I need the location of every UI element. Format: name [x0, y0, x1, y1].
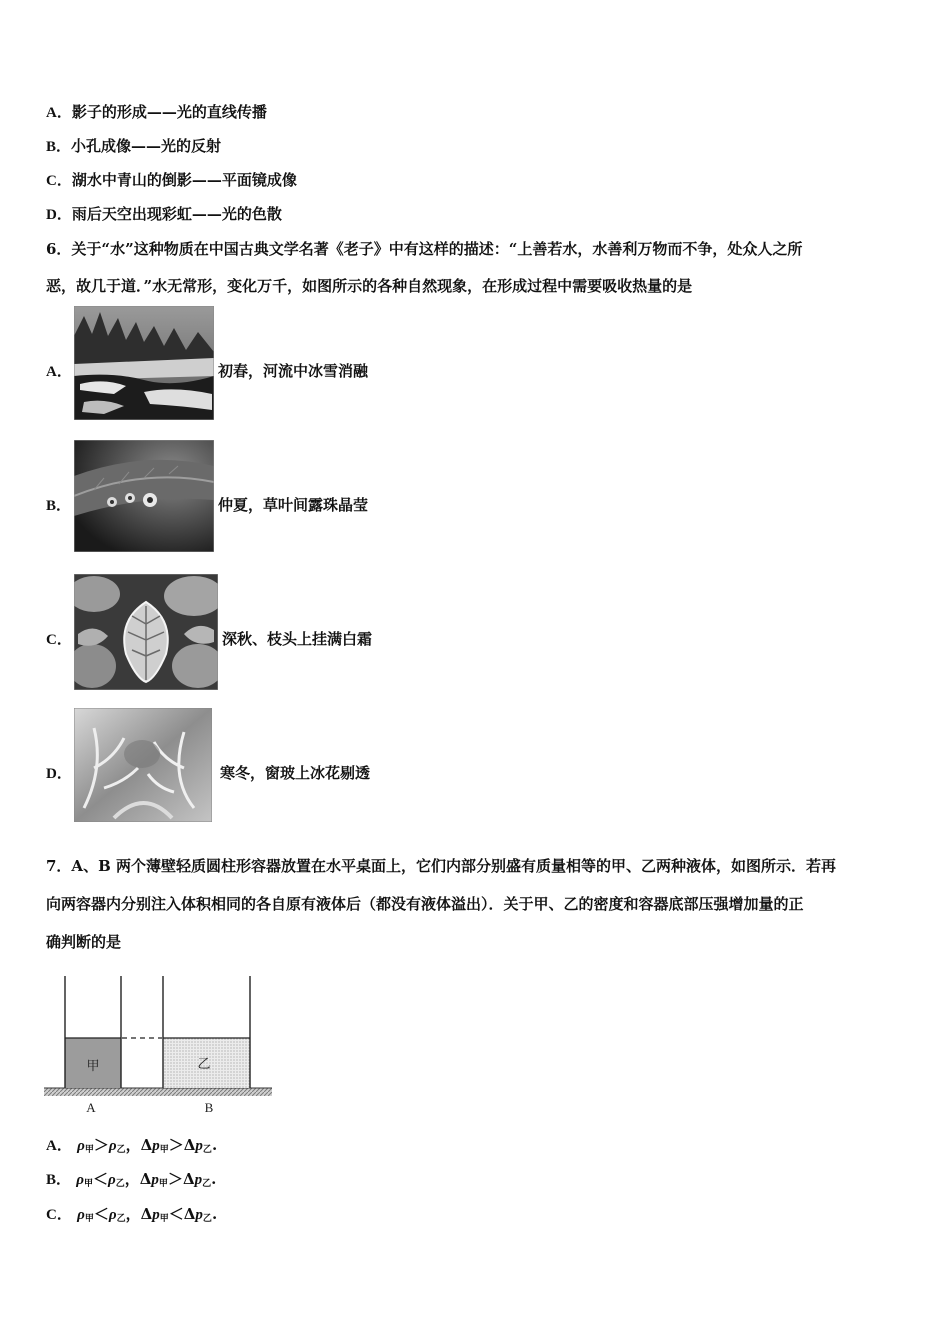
q7-stem-line2: 向两容器内分别注入体积相同的各自原有液体后（都没有液体溢出）．关于甲、乙的密度和容器底部压强增加量的正 [46, 895, 804, 913]
option-text: 仲夏，草叶间露珠晶莹 [218, 496, 369, 514]
container-b-label: B [204, 1100, 214, 1115]
q5-option-a: A．影子的形成——光的直线传播 [46, 103, 267, 121]
q5-option-c: C．湖水中青山的倒影——平面镜成像 [46, 171, 297, 189]
frost-leaf-photo [74, 574, 218, 690]
q7-stem-line1: 7．A、B 两个薄壁轻质圆柱形容器放置在水平桌面上，它们内部分别盛有质量相等的甲、乙两种液体，如图所示．若再 [46, 857, 836, 875]
dew-leaf-photo [74, 440, 214, 552]
q7-stem-line3: 确判断的是 [46, 933, 122, 951]
containers-figure [44, 972, 274, 1122]
melting-river-photo [74, 306, 214, 420]
container-a-label: A [86, 1100, 96, 1115]
liquid-a-label: 甲 [86, 1059, 100, 1074]
q6-stem-line2: 恶，故几于道．”水无常形，变化万千，如图所示的各种自然现象，在形成过程中需要吸收热量的是 [46, 277, 693, 295]
q7-option-b: B． $\rho_甲<\rho_乙$，$\Delta p_甲>\Delta p_乙$. [46, 1170, 217, 1189]
option-letter: C． [46, 632, 72, 648]
q6-stem-line1: 6．关于“水”这种物质在中国古典文学名著《老子》中有这样的描述：“上善若水，水善利万物而不争，处众人之所 [46, 240, 803, 258]
q7-option-c: C． $\rho_甲<\rho_乙$，$\Delta p_甲<\Delta p_乙$. [46, 1205, 218, 1224]
q5-option-d: D．雨后天空出现彩虹——光的色散 [46, 205, 282, 223]
q5-option-b: B．小孔成像——光的反射 [46, 137, 222, 155]
liquid-b-label: 乙 [197, 1057, 211, 1072]
ground [44, 1088, 272, 1096]
option-letter: B． [46, 498, 72, 514]
option-text: 初春，河流中冰雪消融 [218, 362, 369, 380]
option-letter: D． [46, 766, 72, 782]
window-ice-photo [74, 708, 212, 822]
option-text: 深秋、枝头上挂满白霜 [222, 630, 373, 648]
option-letter: A． [46, 364, 72, 380]
q7-option-a: A． $\rho_甲>\rho_乙$，$\Delta p_甲>\Delta p_乙$. [46, 1136, 218, 1155]
option-text: 寒冬，窗玻上冰花剔透 [220, 764, 371, 782]
